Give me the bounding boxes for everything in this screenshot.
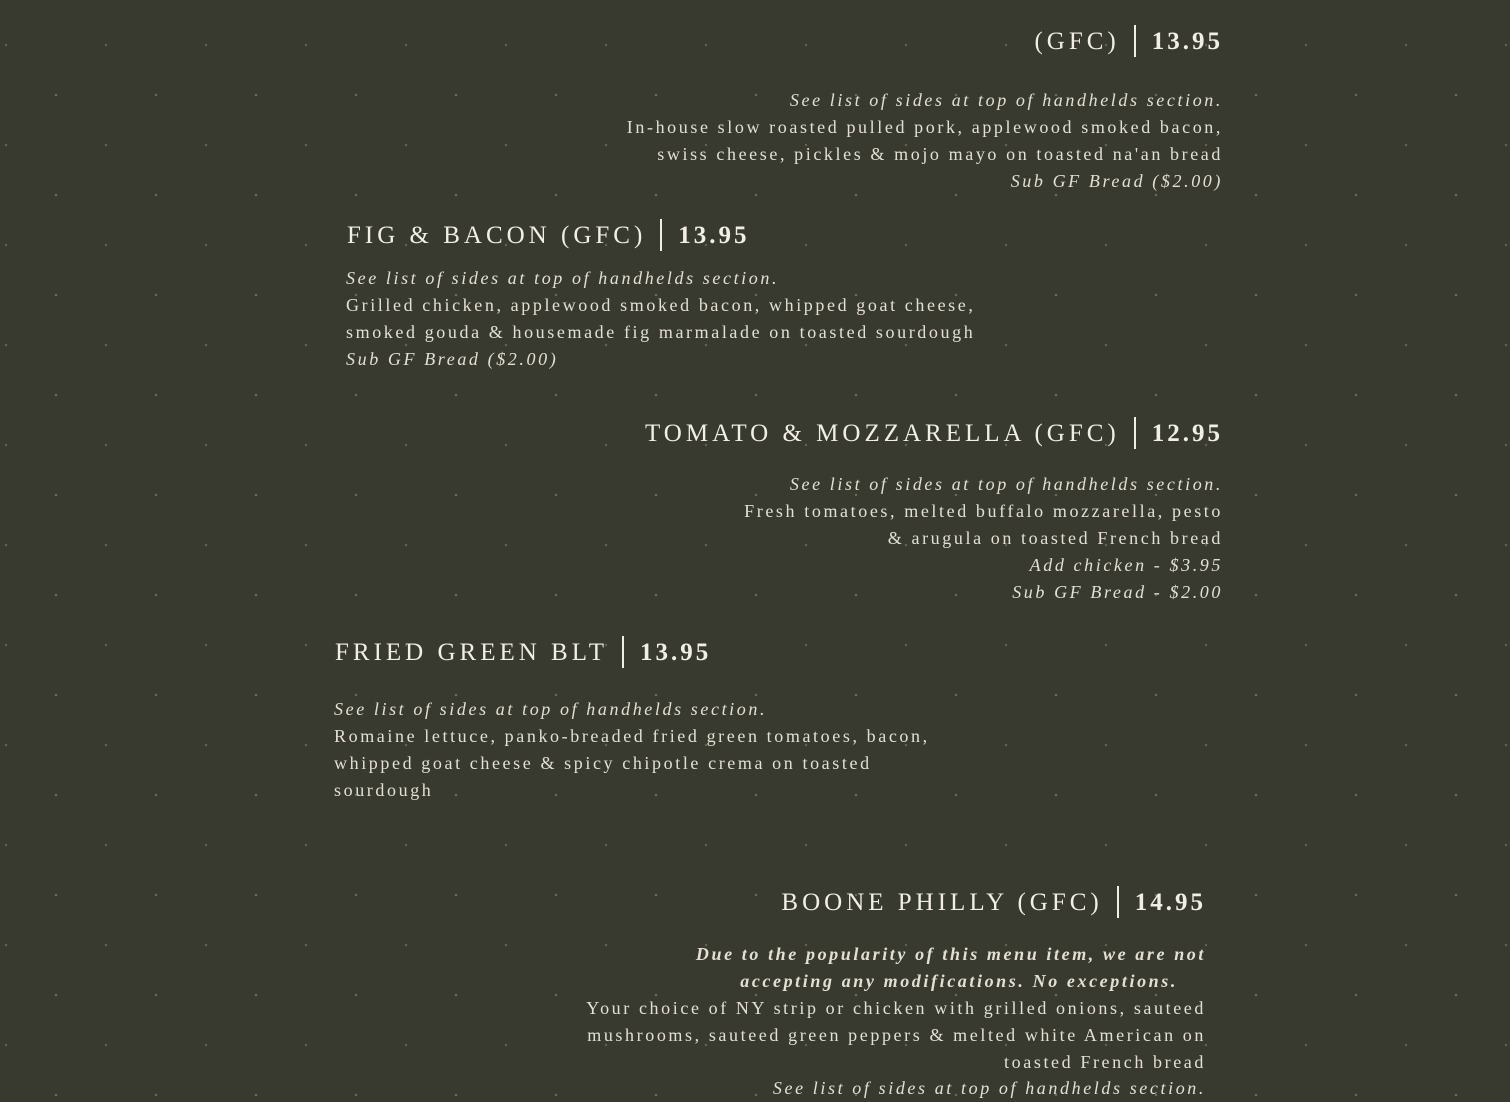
sides-note: See list of sides at top of handhelds section. (334, 699, 768, 719)
menu-item-price: 14.95 (1134, 889, 1206, 916)
divider (1134, 25, 1136, 57)
menu-item-description-line: In-house slow roasted pulled pork, applewood smoked bacon, (626, 117, 1223, 137)
menu-item-description-line: Romaine lettuce, panko-breaded fried green tomatoes, bacon, (334, 726, 930, 746)
divider (1117, 886, 1119, 918)
menu-item-heading-fig-bacon (347, 221, 750, 253)
menu-item-description-line: toasted French bread (1004, 1052, 1206, 1072)
menu-item-description-line: mushrooms, sauteed green peppers & melted white American on (587, 1025, 1206, 1045)
menu-item-name: TOMATO & MOZZARELLA (GFC) (644, 420, 1120, 447)
menu-item-description-line: Fresh tomatoes, melted buffalo mozzarella, pesto (744, 501, 1223, 521)
menu-item-heading-fried-green-blt (335, 638, 711, 670)
menu-item-description-line: & arugula on toasted French bread (887, 528, 1223, 548)
menu-item-price: 13.95 (678, 222, 750, 249)
menu-item-price: 12.95 (1151, 420, 1223, 447)
menu-item-name: BOONE PHILLY (GFC) (781, 889, 1103, 916)
menu-item-price: 13.95 (1151, 28, 1223, 55)
sides-note: See list of sides at top of handhelds section. (789, 90, 1223, 110)
menu-item-heading-boone-philly (781, 888, 1206, 920)
sides-note: See list of sides at top of handhelds section. (346, 268, 780, 288)
menu-item-name: FIG & BACON (GFC) (347, 222, 647, 249)
menu-item-price: 13.95 (639, 639, 712, 666)
menu-item-description-line: Your choice of NY strip or chicken with grilled onions, sauteed (586, 998, 1206, 1018)
menu-item-heading-tomato-mozzarella (645, 419, 1223, 451)
menu-item-extra: Add chicken - $3.95 (1029, 555, 1223, 575)
modification-warning-line: Due to the popularity of this menu item, we are not (695, 944, 1206, 964)
menu-item-name: (GFC) (1034, 28, 1120, 55)
sides-note: See list of sides at top of handhelds section. (772, 1078, 1206, 1098)
modification-warning-line: accepting any modifications. No exceptions. (740, 971, 1178, 991)
menu-item-description-line: whipped goat cheese & spicy chipotle crema on toasted (334, 753, 872, 773)
menu-item-extra: Sub GF Bread ($2.00) (1010, 171, 1223, 191)
menu-item-heading-cuban (1034, 27, 1223, 59)
divider (1134, 417, 1136, 449)
menu-item-description-line: swiss cheese, pickles & mojo mayo on toasted na'an bread (657, 144, 1223, 164)
menu-item-extra: Sub GF Bread ($2.00) (346, 349, 559, 369)
menu-item-description-line: smoked gouda & housemade fig marmalade on toasted sourdough (346, 322, 976, 342)
menu-item-description-line: sourdough (334, 780, 434, 800)
sides-note: See list of sides at top of handhelds section. (789, 474, 1223, 494)
divider (622, 636, 624, 668)
menu-item-description-line: Grilled chicken, applewood smoked bacon, whipped goat cheese, (346, 295, 976, 315)
menu-item-name: FRIED GREEN BLT (335, 639, 608, 666)
menu-item-extra: Sub GF Bread - $2.00 (1012, 582, 1223, 602)
divider (660, 219, 662, 251)
